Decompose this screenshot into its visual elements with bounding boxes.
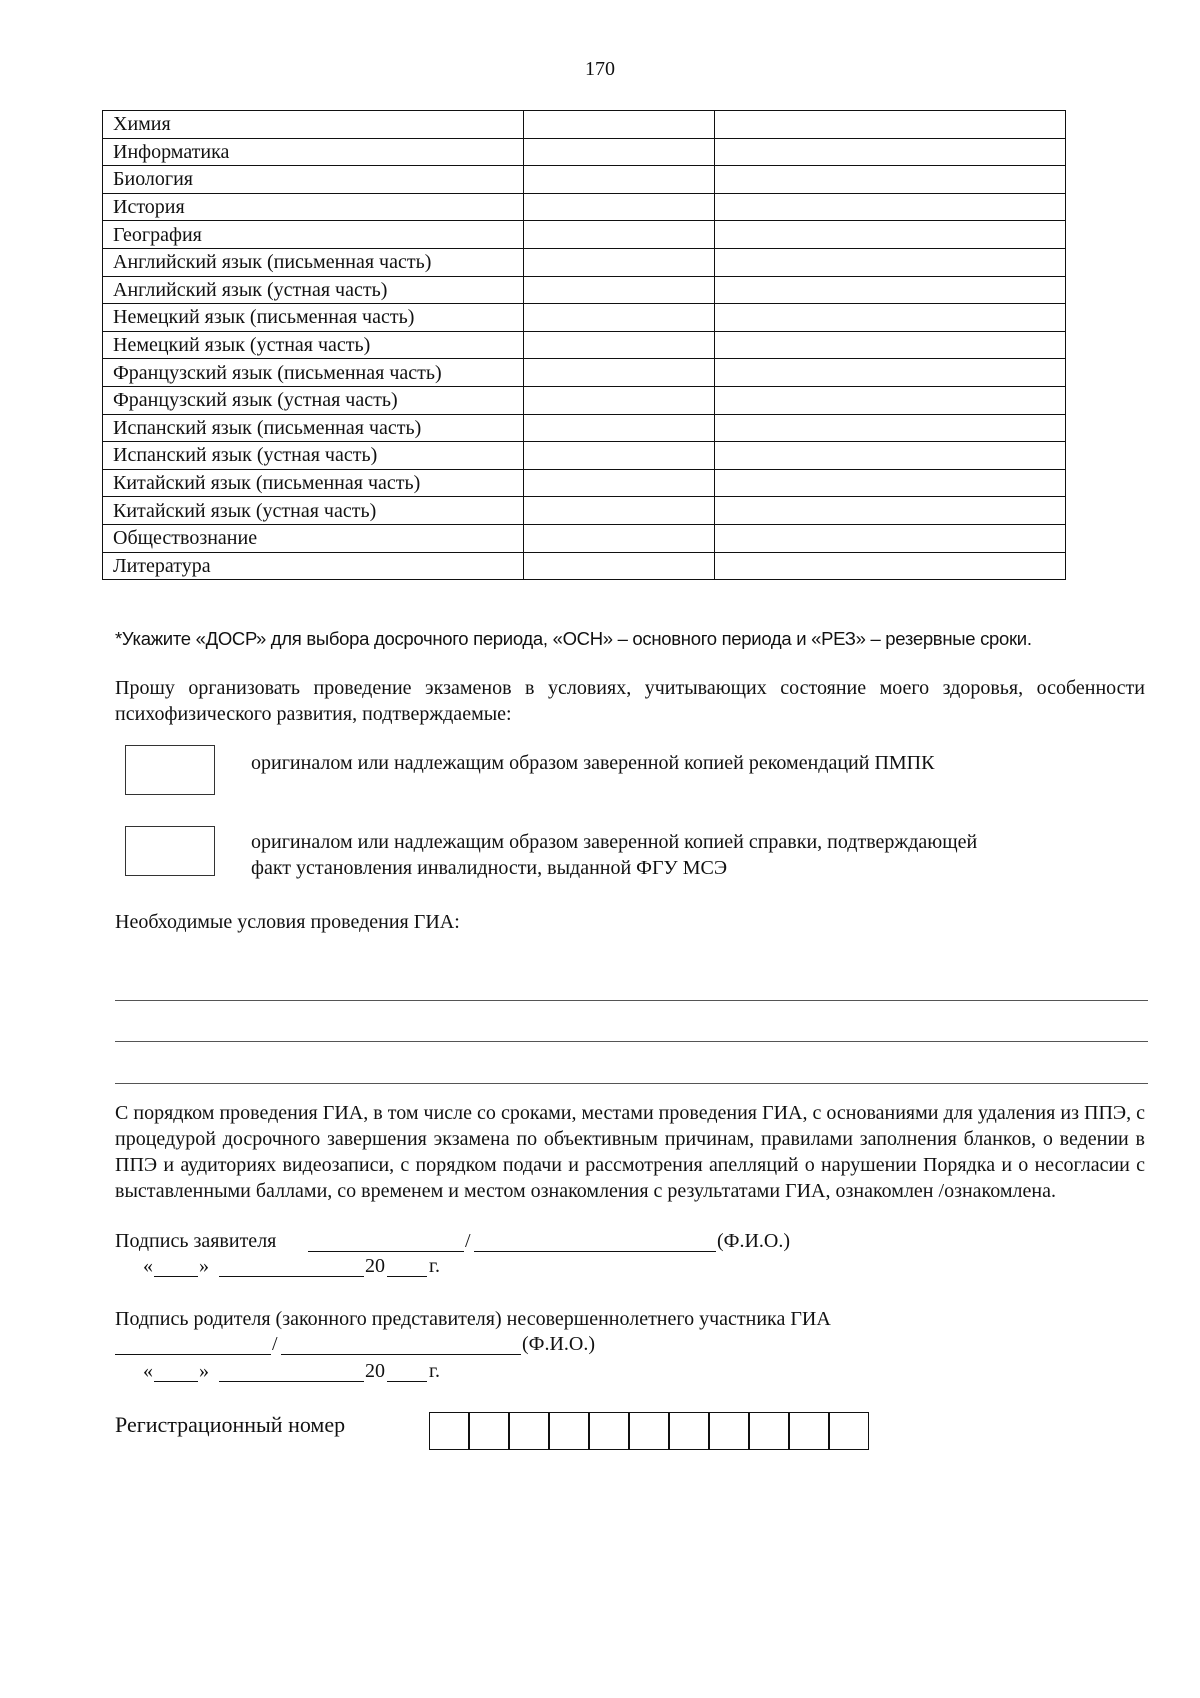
subject-date-cell[interactable] [524,469,715,497]
subject-date-cell[interactable] [524,193,715,221]
subject-period-cell[interactable] [715,111,1066,139]
registration-digit-cell[interactable] [829,1412,869,1450]
subject-period-cell[interactable] [715,414,1066,442]
request-paragraph: Прошу организовать проведение экзаменов в условиях, учитывающих состояние моего здоровья, особенности психофизического развития, подтверждаемые: [115,677,1145,725]
subject-name: Китайский язык (письменная часть) [103,469,524,497]
subject-period-cell[interactable] [715,552,1066,580]
subject-row [103,331,1066,359]
slash: / [465,1230,471,1252]
subject-name: География [103,221,524,249]
subject-row [103,359,1066,387]
subject-name: Биология [103,166,524,194]
subject-period-cell[interactable] [715,248,1066,276]
subject-period-cell[interactable] [715,386,1066,414]
subject-name: История [103,193,524,221]
registration-digit-cell[interactable] [629,1412,669,1450]
parent-signature-field[interactable] [115,1334,271,1355]
parent-day-field[interactable] [154,1361,198,1382]
applicant-year-field[interactable] [387,1256,427,1277]
subject-date-cell[interactable] [524,111,715,139]
subject-row [103,469,1066,497]
subject-name: Китайский язык (устная часть) [103,497,524,525]
subject-name: Испанский язык (устная часть) [103,442,524,470]
registration-digit-cell[interactable] [669,1412,709,1450]
subject-date-cell[interactable] [524,331,715,359]
subject-name: Литература [103,552,524,580]
parent-year-field[interactable] [387,1361,427,1382]
subject-date-cell[interactable] [524,552,715,580]
subject-date-cell[interactable] [524,276,715,304]
subject-row [103,138,1066,166]
subject-date-cell[interactable] [524,359,715,387]
subject-period-cell[interactable] [715,166,1066,194]
subject-date-cell[interactable] [524,304,715,332]
subject-row [103,248,1066,276]
agreement-paragraph: С порядком проведения ГИА, в том числе со сроками, местами проведения ГИА, с основаниями для удаления из ППЭ, с процедурой досрочного завершения экзамена по объективным причинам, правилами заполнения бланков, о ведении в ППЭ и аудиториях видеозаписи, с порядком подачи и рассмотрения апелляций о нарушении Порядка и о несогласии с выставленными баллами, со временем и местом ознакомления с результатами ГИА, ознакомлен /ознакомлена. [115,1102,1145,1202]
page-number: 170 [585,58,615,80]
subject-row [103,414,1066,442]
date-quote-open: « [143,1255,153,1277]
subject-name: Немецкий язык (устная часть) [103,331,524,359]
subject-period-cell[interactable] [715,359,1066,387]
applicant-signature-field[interactable] [308,1231,464,1252]
applicant-fio-label: (Ф.И.О.) [717,1230,791,1252]
subject-date-cell[interactable] [524,414,715,442]
conditions-label: Необходимые условия проведения ГИА: [115,911,460,933]
subject-period-cell[interactable] [715,221,1066,249]
registration-digit-cell[interactable] [549,1412,589,1450]
pmpk-checkbox[interactable] [125,745,215,795]
date-quote-close: » [199,1360,209,1382]
subject-row [103,524,1066,552]
applicant-day-field[interactable] [154,1256,198,1277]
disability-option-label-line1: оригиналом или надлежащим образом заверенной копией справки, подтверждающей [251,831,978,853]
subject-name: Химия [103,111,524,139]
subject-date-cell[interactable] [524,138,715,166]
subject-row [103,166,1066,194]
subject-row [103,497,1066,525]
subject-name: Французский язык (письменная часть) [103,359,524,387]
parent-signature-label: Подпись родителя (законного представителя) несовершеннолетнего участника ГИА [115,1308,831,1330]
year-prefix: 20 [365,1360,385,1382]
subject-row [103,221,1066,249]
subject-period-cell[interactable] [715,193,1066,221]
subject-period-cell[interactable] [715,524,1066,552]
registration-digit-cell[interactable] [749,1412,789,1450]
subject-date-cell[interactable] [524,248,715,276]
footnote: *Укажите «ДОСР» для выбора досрочного периода, «ОСН» – основного периода и «РЕЗ» – резервные сроки. [115,628,1032,649]
subject-period-cell[interactable] [715,304,1066,332]
conditions-line-1[interactable] [115,1000,1148,1001]
subject-name: Французский язык (устная часть) [103,386,524,414]
subject-row [103,386,1066,414]
subject-name: Обществознание [103,524,524,552]
subject-period-cell[interactable] [715,276,1066,304]
subject-period-cell[interactable] [715,497,1066,525]
parent-fio-field[interactable] [281,1334,521,1355]
registration-digit-cell[interactable] [429,1412,469,1450]
date-quote-open: « [143,1360,153,1382]
applicant-fio-field[interactable] [474,1231,716,1252]
parent-month-field[interactable] [219,1361,364,1382]
conditions-line-2[interactable] [115,1041,1148,1042]
registration-digit-cell[interactable] [469,1412,509,1450]
subject-name: Английский язык (устная часть) [103,276,524,304]
subject-name: Испанский язык (письменная часть) [103,414,524,442]
year-prefix: 20 [365,1255,385,1277]
registration-digit-cell[interactable] [789,1412,829,1450]
subject-name: Английский язык (письменная часть) [103,248,524,276]
pmpk-option-label: оригиналом или надлежащим образом заверенной копией рекомендаций ПМПК [251,752,935,774]
subjects-table [102,110,1066,580]
subject-row [103,552,1066,580]
conditions-line-3[interactable] [115,1083,1148,1084]
year-suffix: г. [429,1255,440,1277]
parent-fio-label: (Ф.И.О.) [522,1333,596,1355]
subject-name: Информатика [103,138,524,166]
subject-name: Немецкий язык (письменная часть) [103,304,524,332]
registration-digit-cell[interactable] [509,1412,549,1450]
subject-period-cell[interactable] [715,138,1066,166]
applicant-month-field[interactable] [219,1256,364,1277]
year-suffix: г. [429,1360,440,1382]
subject-date-cell[interactable] [524,386,715,414]
subject-date-cell[interactable] [524,221,715,249]
disability-option-label-line2: факт установления инвалидности, выданной ФГУ МСЭ [251,857,728,879]
subject-date-cell[interactable] [524,166,715,194]
subject-date-cell[interactable] [524,497,715,525]
subject-row [103,276,1066,304]
subject-period-cell[interactable] [715,469,1066,497]
subject-row [103,442,1066,470]
registration-label: Регистрационный номер [115,1412,346,1437]
subject-period-cell[interactable] [715,442,1066,470]
subject-row [103,111,1066,139]
subject-date-cell[interactable] [524,442,715,470]
subject-row [103,193,1066,221]
registration-digit-cell[interactable] [709,1412,749,1450]
subject-date-cell[interactable] [524,524,715,552]
subjects-table-body [103,111,1066,580]
subject-row [103,304,1066,332]
slash: / [272,1333,278,1355]
date-quote-close: » [199,1255,209,1277]
subject-period-cell[interactable] [715,331,1066,359]
disability-checkbox[interactable] [125,826,215,876]
registration-digit-cell[interactable] [589,1412,629,1450]
applicant-signature-label: Подпись заявителя [115,1230,277,1252]
